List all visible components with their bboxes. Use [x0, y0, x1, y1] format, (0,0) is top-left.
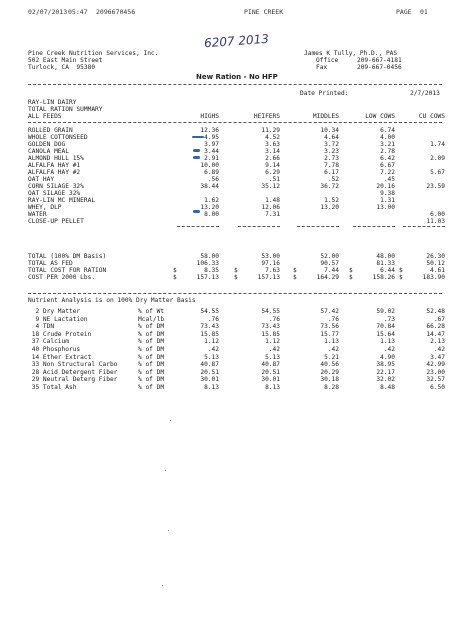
currency-sign: $ — [173, 274, 177, 281]
nutrient-name: 14 Ether Extract — [28, 353, 92, 361]
date-printed-label: Date Printed: — [300, 90, 349, 97]
consultant-name: James K Tully, Ph.D., PAS — [304, 50, 398, 57]
consultant-office: Office 209-667-4181 — [316, 57, 402, 64]
fax-date: 02/07/2013 — [28, 8, 68, 16]
nutrient-unit: % of Wt — [138, 308, 165, 315]
all-feeds-label: ALL FEEDS — [28, 113, 62, 120]
feed-value: 9.14 — [265, 162, 280, 169]
handwritten-note: 6207 2013 — [203, 31, 270, 51]
nutrient-value: 38.95 — [376, 361, 395, 369]
feed-value: 3.63 — [265, 141, 280, 148]
feed-value: 2.09 — [430, 155, 445, 162]
nutrient-value: .42 — [433, 346, 445, 353]
feed-value: 11.03 — [426, 218, 445, 225]
nutrient-unit: Mcal/lb — [138, 315, 165, 323]
nutrient-unit: % of DM — [138, 323, 165, 331]
feed-value: 6.29 — [265, 169, 280, 176]
total-value: 106.33 — [196, 260, 219, 267]
nutrient-value: 5.13 — [204, 353, 219, 361]
nutrient-value: 23.00 — [426, 368, 445, 376]
nutrient-name: 33 Non Structural Carbo — [28, 361, 118, 369]
nutrient-value: 8.13 — [265, 384, 280, 391]
nutrient-value: 42.99 — [426, 361, 445, 369]
consultant-fax: Fax 209-667-0456 — [316, 64, 402, 71]
nutrient-value: .76 — [207, 315, 219, 323]
feed-value: .51 — [268, 176, 280, 183]
nutrient-value: 40.56 — [320, 361, 339, 369]
feed-value: 3.23 — [324, 148, 339, 155]
feed-value: 10.00 — [200, 162, 219, 169]
feed-value: 6.42 — [380, 155, 395, 162]
nutrient-value: 73.43 — [261, 323, 280, 331]
feed-name: CLOSE-UP PELLET — [28, 218, 84, 225]
feed-value: 2.73 — [324, 155, 339, 162]
header-divider — [28, 122, 442, 123]
total-value: 52.00 — [320, 253, 339, 260]
nutrient-value: 1.12 — [265, 338, 280, 346]
column-header: MIDDLES — [312, 113, 339, 120]
nutrient-value: 1.13 — [380, 338, 395, 346]
nutrient-value: 73.56 — [320, 323, 339, 331]
feed-value: 3.21 — [380, 141, 395, 148]
total-value: 26.30 — [426, 253, 445, 260]
feed-value: 7.78 — [324, 162, 339, 169]
ration-title: New Ration - No HFP — [196, 73, 278, 81]
nutrient-value: 15.85 — [261, 330, 280, 338]
feed-value: .45 — [383, 176, 395, 183]
nutrient-value: 54.55 — [200, 308, 219, 315]
nutrient-value: 70.84 — [376, 323, 395, 331]
nutrient-value: 32.02 — [376, 376, 395, 384]
nutrient-value: 8.13 — [204, 384, 219, 391]
currency-sign: $ — [293, 274, 297, 281]
nutrient-name: 28 Acid Detergent Fiber — [28, 368, 118, 376]
feed-value: .56 — [207, 176, 219, 183]
nutrient-value: 22.17 — [376, 368, 395, 376]
nutrient-value: 40.87 — [261, 361, 280, 369]
feed-name: CORN SILAGE 32% — [28, 183, 84, 190]
nutrient-value: 15.77 — [320, 330, 339, 338]
feed-value: 4.52 — [265, 134, 280, 141]
nutrient-value: 30.01 — [261, 376, 280, 384]
total-value: 48.00 — [376, 253, 395, 260]
feed-value: 13.20 — [200, 204, 219, 211]
scan-speck — [168, 530, 169, 531]
nutrient-name: 37 Calcium — [28, 338, 69, 346]
total-value: 158.26 — [372, 274, 395, 281]
feed-name: WHEY, DLP — [28, 204, 62, 211]
total-value: 164.29 — [316, 274, 339, 281]
nutrient-value: 6.50 — [430, 384, 445, 391]
feed-name: ROLLED GRAIN — [28, 127, 73, 134]
pen-mark — [193, 149, 200, 152]
nutrient-value: 59.02 — [376, 308, 395, 315]
nutrient-value: 57.42 — [320, 308, 339, 315]
nutrient-value: .67 — [433, 315, 445, 323]
total-value: 7.44 — [324, 267, 339, 274]
feed-value: 1.31 — [380, 197, 395, 204]
nutrient-value: 52.48 — [426, 308, 445, 315]
fax-company: PINE CREEK — [244, 8, 284, 16]
nutrient-header: Nutrient Analysis is on 100% Dry Matter Basis — [28, 297, 196, 304]
total-label: TOTAL COST FOR RATION — [28, 267, 107, 274]
feed-value: 3.97 — [204, 141, 219, 148]
feed-value: 3.72 — [324, 141, 339, 148]
total-value: 157.13 — [196, 274, 219, 281]
feed-value: 20.16 — [376, 183, 395, 190]
nutrient-unit: % of DM — [138, 330, 165, 338]
scan-speck — [162, 585, 163, 586]
sender-name: Pine Creek Nutrition Services, Inc. — [28, 50, 159, 57]
feed-value: 4.95 — [204, 134, 219, 141]
feed-value: 36.72 — [320, 183, 339, 190]
feed-value: 1.62 — [204, 197, 219, 204]
nutrient-value: .73 — [383, 315, 395, 323]
nutrient-name: 35 Total Ash — [28, 384, 77, 391]
column-separator — [353, 226, 395, 227]
feed-value: 5.67 — [430, 169, 445, 176]
feed-value: 10.34 — [320, 127, 339, 134]
nutrient-unit: % of DM — [138, 338, 165, 346]
feed-value: 7.22 — [380, 169, 395, 176]
total-value: 90.57 — [320, 260, 339, 267]
fax-page-number: 01 — [420, 8, 428, 16]
nutrient-name: 9 NE Lactation — [28, 315, 88, 323]
feed-value: 6.00 — [430, 211, 445, 218]
column-separator — [403, 226, 445, 227]
column-header: HIGHS — [200, 113, 219, 120]
column-separator — [297, 226, 339, 227]
currency-sign: $ — [399, 274, 403, 281]
feed-value: 11.29 — [261, 127, 280, 134]
feed-value: 23.59 — [426, 183, 445, 190]
feed-name: WATER — [28, 211, 47, 218]
nutrient-value: 20.29 — [320, 368, 339, 376]
total-value: 183.90 — [422, 274, 445, 281]
feed-name: ALFALFA HAY #1 — [28, 162, 81, 169]
feed-name: WHOLE COTTONSEED — [28, 134, 88, 141]
nutrient-value: 1.13 — [324, 338, 339, 346]
total-label: COST PER 2000 Lbs. — [28, 274, 96, 281]
nutrient-value: 5.21 — [324, 353, 339, 361]
nutrient-value: .42 — [327, 346, 339, 353]
currency-sign: $ — [349, 274, 353, 281]
feed-value: 13.00 — [376, 204, 395, 211]
nutrient-unit: % of DM — [138, 346, 165, 353]
nutrient-unit: % of DM — [138, 368, 165, 376]
fax-time: 05:47 — [68, 8, 88, 16]
pen-mark — [193, 210, 200, 213]
feed-value: 6.67 — [380, 162, 395, 169]
nutrient-value: .42 — [383, 346, 395, 353]
total-value: 53.00 — [261, 253, 280, 260]
nutrient-value: 20.51 — [200, 368, 219, 376]
nutrient-unit: % of DM — [138, 353, 165, 361]
feed-value: 1.48 — [265, 197, 280, 204]
nutrient-value: 66.28 — [426, 323, 445, 331]
feed-value: 3.44 — [204, 148, 219, 155]
currency-sign: $ — [399, 267, 403, 274]
column-header: HEIFERS — [253, 113, 280, 120]
total-value: 58.00 — [200, 253, 219, 260]
total-label: TOTAL AS FED — [28, 260, 73, 267]
feed-value: 2.78 — [380, 148, 395, 155]
total-value: 7.63 — [265, 267, 280, 274]
nutrient-value: 73.43 — [200, 323, 219, 331]
feed-name: GOLDEN DOG — [28, 141, 66, 148]
nutrient-value: 54.55 — [261, 308, 280, 315]
feed-value: 35.12 — [261, 183, 280, 190]
nutrient-value: 8.28 — [324, 384, 339, 391]
pen-mark — [192, 136, 204, 138]
feed-value: 7.31 — [265, 211, 280, 218]
nutrient-unit: % of DM — [138, 384, 165, 391]
fax-phone: 2096670456 — [96, 8, 136, 16]
feed-value: 13.20 — [320, 204, 339, 211]
column-separator — [238, 226, 280, 227]
feed-value: 9.38 — [380, 190, 395, 197]
column-separator — [177, 226, 219, 227]
nutrient-value: .76 — [268, 315, 280, 323]
nutrient-value: .76 — [327, 315, 339, 323]
feed-value: 3.14 — [265, 148, 280, 155]
feed-value: 2.66 — [265, 155, 280, 162]
nutrient-name: 18 Crude Protein — [28, 330, 92, 338]
nutrient-value: 30.01 — [200, 376, 219, 384]
summary-label: TOTAL RATION SUMMARY — [28, 106, 103, 113]
currency-sign: $ — [173, 267, 177, 274]
nutrient-value: 15.85 — [200, 330, 219, 338]
nutrient-value: 40.87 — [200, 361, 219, 369]
feed-name: RAY-LIN MC MINERAL — [28, 197, 96, 204]
sender-address: 502 East Main Street — [28, 57, 103, 64]
currency-sign: $ — [234, 274, 238, 281]
fax-page-label: PAGE — [396, 8, 412, 16]
feed-value: 6.74 — [380, 127, 395, 134]
total-value: 81.33 — [376, 260, 395, 267]
feed-value: 12.06 — [261, 204, 280, 211]
scan-speck — [165, 470, 166, 471]
feed-value: 8.00 — [204, 211, 219, 218]
total-label: TOTAL (100% DM Basis) — [28, 253, 107, 260]
dairy-name: RAY-LIN DAIRY — [28, 99, 77, 106]
nutrient-name: 29 Neutral Deterg Fiber — [28, 376, 118, 384]
total-value: 4.61 — [430, 267, 445, 274]
nutrient-value: 3.47 — [430, 353, 445, 361]
feed-name: OAT HAY — [28, 176, 55, 183]
nutrient-unit: % of DM — [138, 376, 165, 384]
feed-value: 2.91 — [204, 155, 219, 162]
nutrient-value: 14.47 — [426, 330, 445, 338]
date-printed: 2/7/2013 — [410, 90, 440, 97]
feed-name: ALMOND HULL 15% — [28, 155, 84, 162]
feed-name: ALFALFA HAY #2 — [28, 169, 81, 176]
nutrient-value: 15.64 — [376, 330, 395, 338]
total-value: 97.16 — [261, 260, 280, 267]
nutrient-value: 4.90 — [380, 353, 395, 361]
nutrient-name: 2 Dry Matter — [28, 308, 81, 315]
feed-value: 1.74 — [430, 141, 445, 148]
feed-value: .52 — [327, 176, 339, 183]
total-value: 50.12 — [426, 260, 445, 267]
feed-value: 12.36 — [200, 127, 219, 134]
nutrient-divider — [28, 293, 442, 294]
sender-city: Turlock, CA 95380 — [28, 64, 96, 71]
nutrient-value: 1.12 — [204, 338, 219, 346]
nutrient-value: 8.48 — [380, 384, 395, 391]
feed-value: 4.64 — [324, 134, 339, 141]
currency-sign: $ — [349, 267, 353, 274]
nutrient-value: .42 — [268, 346, 280, 353]
nutrient-name: 4 TDN — [28, 323, 55, 331]
pen-mark — [193, 156, 200, 159]
nutrient-unit: % of DM — [138, 361, 165, 369]
nutrient-value: 32.57 — [426, 376, 445, 384]
nutrient-value: 2.13 — [430, 338, 445, 346]
feed-name: CANOLA MEAL — [28, 148, 69, 155]
feed-value: 6.89 — [204, 169, 219, 176]
total-value: 157.13 — [257, 274, 280, 281]
column-header: CU COWS — [418, 113, 445, 120]
nutrient-value: .42 — [207, 346, 219, 353]
feed-name: OAT SILAGE 32% — [28, 190, 81, 197]
feed-value: 38.44 — [200, 183, 219, 190]
currency-sign: $ — [293, 267, 297, 274]
column-header: LOW COWS — [365, 113, 395, 120]
nutrient-value: 5.13 — [265, 353, 280, 361]
currency-sign: $ — [234, 267, 238, 274]
feed-value: 6.17 — [324, 169, 339, 176]
feed-value: 1.52 — [324, 197, 339, 204]
nutrient-name: 40 Phosphorus — [28, 346, 81, 353]
scan-speck — [170, 420, 171, 421]
nutrient-value: 30.18 — [320, 376, 339, 384]
divider — [28, 84, 442, 85]
nutrient-value: 20.51 — [261, 368, 280, 376]
total-value: 8.35 — [204, 267, 219, 274]
feed-value: 4.00 — [380, 134, 395, 141]
total-value: 6.44 — [380, 267, 395, 274]
